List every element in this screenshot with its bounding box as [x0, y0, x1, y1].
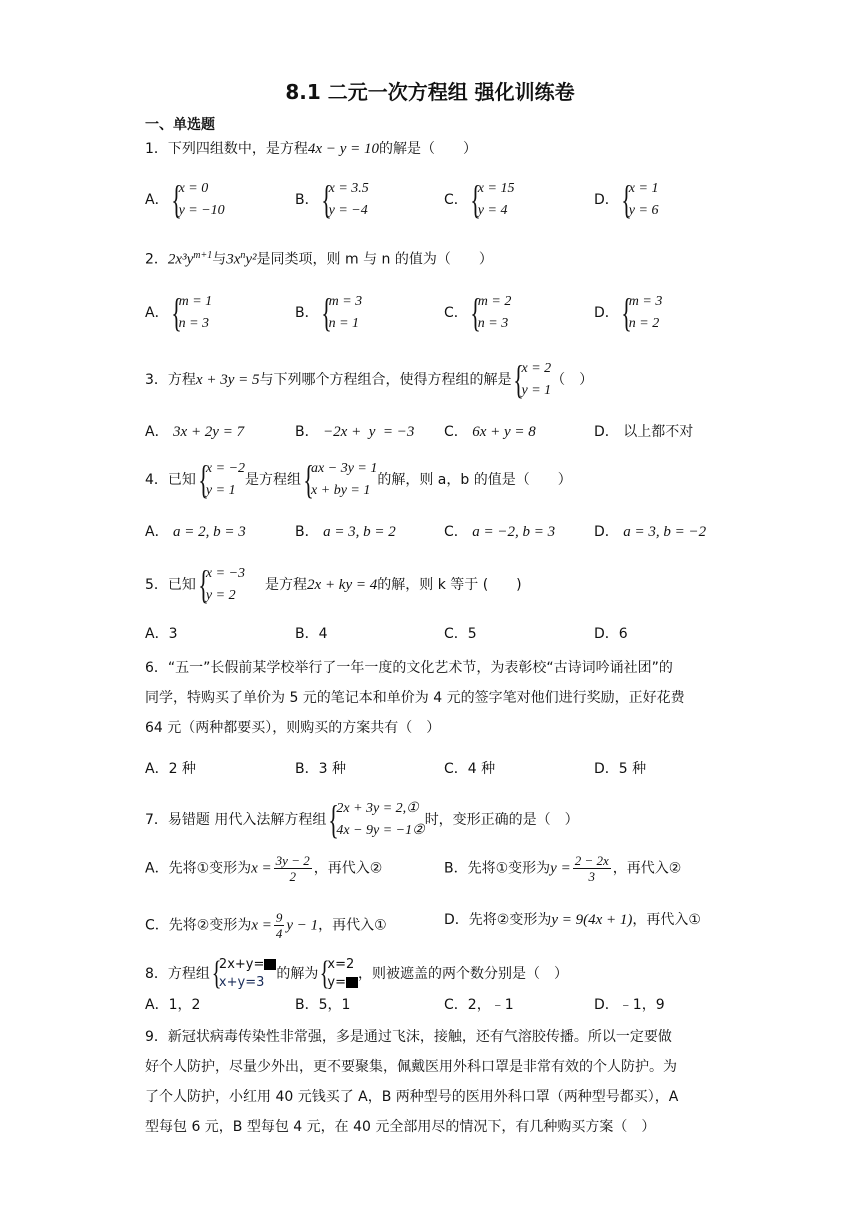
q7-option-a[interactable]: [145, 853, 382, 884]
q8-system-row: 2x+y=: [218, 957, 265, 972]
option-row: x = 0: [178, 181, 209, 196]
q7-option-d[interactable]: [444, 910, 701, 930]
q7-option-c[interactable]: [145, 910, 387, 941]
option-value: 2，﹣1: [467, 997, 514, 1013]
option-row: n = 3: [477, 316, 509, 331]
option-label: A．: [145, 761, 169, 777]
option-label: B．: [295, 424, 319, 440]
q3-solution-row: x = 2: [521, 361, 552, 376]
q1-option-d[interactable]: D． { x = 1 y = 6: [594, 177, 659, 222]
option-label: B．: [295, 761, 319, 777]
option-row: y = 6: [628, 203, 659, 218]
q5-equation: 2x + ky = 4: [307, 577, 378, 593]
option-text: A．先将①变形为: [145, 860, 252, 877]
q8-stem: 8．方程组: [145, 966, 210, 982]
q6-option-b[interactable]: [295, 759, 346, 779]
q1-tail: 的解是（ ）: [378, 141, 477, 157]
q4-option-a[interactable]: [145, 522, 246, 542]
question-3: 3．方程x + 3y = 5与下列哪个方程组合，使得方程组的解是 { x = 2 y = 1 （ ）: [145, 357, 594, 402]
q7-tail: 时，变形正确的是（ ）: [424, 812, 579, 828]
option-label: B．: [295, 997, 319, 1013]
option-label: C．: [444, 305, 468, 321]
q8-option-a[interactable]: [145, 995, 200, 1015]
q4-option-d[interactable]: [594, 522, 706, 542]
covered-block-icon: [264, 959, 276, 970]
option-label: A．: [145, 305, 169, 321]
covered-block-icon: [346, 977, 358, 988]
option-label: B．: [295, 305, 319, 321]
option-label: A．: [145, 626, 169, 642]
option-label: A．: [145, 524, 169, 540]
q1-equation: 4x − y = 10: [307, 141, 379, 157]
q6-line: 6．“五一”长假前某学校举行了一年一度的文化艺术节，为表彰校“古诗词吟诵社团”的: [145, 660, 673, 676]
question-5: 5．已知 { x = −3 y = 2 是方程2x + ky = 4的解，则 k 等于 ( ): [145, 562, 522, 607]
option-value: 6x + y = 8: [472, 424, 536, 440]
option-value: a = −2, b = 3: [472, 524, 556, 540]
q6-option-c[interactable]: [444, 759, 495, 779]
option-value: 5: [467, 626, 477, 642]
q1-option-a[interactable]: A． { x = 0 y = −10: [145, 177, 225, 222]
option-text: ，再代入①: [632, 912, 701, 928]
fraction-numerator: 3y − 2: [275, 853, 310, 868]
q9-line: 好个人防护，尽量少外出，更不要聚集，佩戴医用外科口罩是非常有效的个人防护。为: [145, 1059, 677, 1075]
fraction-numerator: 9: [275, 910, 283, 925]
option-expression: y − 1: [286, 917, 319, 934]
q2-term-a: 2x³y: [167, 251, 194, 268]
option-label: D．: [594, 761, 619, 777]
option-label: A．: [145, 997, 169, 1013]
option-label: C．: [444, 626, 468, 642]
option-label: D．: [594, 305, 619, 321]
q2-option-d[interactable]: D． { m = 3 n = 2: [594, 290, 663, 335]
q7-system-row: 4x − 9y = −1②: [336, 823, 425, 838]
option-value: 3x + 2y = 7: [173, 424, 245, 440]
q3-middle: 与下列哪个方程组合，使得方程组的解是: [259, 372, 512, 388]
option-text: ，再代入②: [612, 860, 682, 877]
q7-system-row: 2x + 3y = 2,①: [336, 801, 419, 816]
option-value: a = 3, b = 2: [323, 524, 396, 540]
question-9: [145, 1022, 720, 1142]
q4-solution-row: x = −2: [205, 461, 246, 476]
q3-option-b[interactable]: [295, 422, 414, 442]
q8-middle: 的解为: [276, 966, 319, 982]
option-variable: x =: [251, 917, 272, 934]
fraction-denominator: 3: [588, 869, 595, 884]
q9-line: 了个人防护，小红用 40 元钱买了 A，B 两种型号的医用外科口罩（两种型号都买），A: [145, 1089, 679, 1105]
question-6: [145, 653, 720, 743]
option-value: 1，2: [168, 997, 201, 1013]
q2-term-b-exponent: n: [240, 250, 246, 261]
q6-option-a[interactable]: [145, 759, 196, 779]
option-label: C．: [444, 424, 468, 440]
q5-middle: 是方程: [265, 577, 308, 593]
q5-tail: 的解，则 k 等于 ( ): [377, 577, 522, 593]
q8-option-c[interactable]: [444, 995, 514, 1015]
q8-option-b[interactable]: [295, 995, 350, 1015]
question-4: 4．已知 { x = −2 y = 1 是方程组 { ax − 3y = 1 x + by = 1 的解，则 a，b 的值是（ ）: [145, 457, 572, 502]
q2-option-b[interactable]: B． { m = 3 n = 1: [295, 290, 363, 335]
q6-line: 64 元（两种都要买），则购买的方案共有（ ）: [145, 720, 441, 736]
option-value: a = 3, b = −2: [623, 524, 707, 540]
question-2: [145, 246, 725, 270]
q3-option-d[interactable]: [594, 422, 693, 442]
fraction-denominator: 2: [289, 869, 296, 884]
q1-stem: 1．下列四组数中，是方程: [145, 141, 308, 157]
option-expression: y = 9(4x + 1): [551, 912, 633, 928]
q3-equation: x + 3y = 5: [195, 372, 260, 388]
option-row: y = −4: [328, 203, 368, 218]
q2-option-c[interactable]: C． { m = 2 n = 3: [444, 290, 512, 335]
q5-option-b[interactable]: [295, 624, 328, 644]
q4-stem: 4．已知: [145, 472, 196, 488]
option-label: C．: [444, 192, 468, 208]
q2-term-b: 3x: [226, 251, 241, 268]
option-label: B．: [295, 524, 319, 540]
option-label: A．: [145, 424, 169, 440]
option-label: B．: [295, 626, 319, 642]
option-value: 2 种: [168, 761, 196, 777]
fraction-denominator: 4: [275, 926, 283, 941]
option-label: D．: [594, 524, 619, 540]
q4-middle: 是方程组: [245, 472, 302, 488]
option-label: D．: [594, 626, 619, 642]
q3-tail: （ ）: [551, 372, 594, 388]
q6-line: 同学，特购买了单价为 5 元的笔记本和单价为 4 元的签字笔对他们进行奖励，正好花费: [145, 690, 685, 706]
option-label: D．: [594, 424, 619, 440]
option-value: 5，1: [318, 997, 351, 1013]
q9-line: 9．新冠状病毒传染性非常强，多是通过飞沫，接触，还有气溶胶传播。所以一定要做: [145, 1029, 672, 1045]
q4-system-row: ax − 3y = 1: [311, 461, 378, 476]
q7-stem: 7．易错题 用代入法解方程组: [145, 812, 327, 828]
option-text: D．先将②变形为: [444, 912, 552, 928]
option-value: 4: [318, 626, 328, 642]
option-label: D．: [594, 997, 619, 1013]
q3-solution-row: y = 1: [521, 383, 552, 398]
option-row: y = 4: [477, 203, 508, 218]
option-variable: x =: [251, 860, 272, 877]
option-row: y = −10: [178, 203, 225, 218]
option-row: x = 3.5: [328, 181, 369, 196]
option-row: n = 1: [328, 316, 360, 331]
option-row: n = 3: [178, 316, 210, 331]
q4-option-c[interactable]: [444, 522, 555, 542]
q2-connector: 与: [212, 251, 227, 268]
q2-tail: 是同类项，则 m 与 n 的值为（ ）: [256, 251, 493, 268]
q2-term-a-exponent: m+1: [193, 250, 213, 261]
option-value: 以上都不对: [623, 424, 694, 440]
option-value: 3 种: [318, 761, 346, 777]
q2-term-b-y: y²: [245, 251, 257, 268]
q4-option-b[interactable]: [295, 522, 396, 542]
option-row: m = 2: [477, 294, 512, 309]
q8-solution-row: y=: [327, 975, 346, 990]
option-value: a = 2, b = 3: [173, 524, 246, 540]
option-row: n = 2: [628, 316, 660, 331]
q7-option-b[interactable]: [444, 853, 681, 884]
option-variable: y =: [550, 860, 571, 877]
question-7: 7．易错题 用代入法解方程组 { 2x + 3y = 2,① 4x − 9y = −1② 时，变形正确的是（ ）: [145, 797, 579, 842]
q8-solution-image: { x=2 y=: [318, 956, 358, 992]
q8-solution-row: x=2: [327, 957, 355, 972]
page-title: 8.1 二元一次方程组 强化训练卷: [285, 80, 575, 104]
fraction-numerator: 2 − 2x: [574, 853, 609, 868]
option-text: ，再代入①: [318, 917, 387, 934]
option-value: 6: [618, 626, 628, 642]
q5-option-d[interactable]: [594, 624, 628, 644]
option-row: m = 3: [628, 294, 663, 309]
q4-tail: 的解，则 a，b 的值是（ ）: [377, 472, 572, 488]
option-row: x = 15: [477, 181, 515, 196]
q8-tail: ，则被遮盖的两个数分别是（ ）: [357, 966, 568, 982]
q5-option-a[interactable]: [145, 624, 178, 644]
q4-system-row: x + by = 1: [311, 483, 371, 498]
q2-number: 2．: [145, 251, 168, 268]
option-value: 3: [168, 626, 178, 642]
q8-option-d[interactable]: [594, 995, 665, 1015]
question-8: [145, 956, 568, 992]
q5-option-c[interactable]: [444, 624, 477, 644]
q6-option-d[interactable]: [594, 759, 646, 779]
q3-option-c[interactable]: [444, 422, 536, 442]
option-label: B．: [295, 192, 319, 208]
option-value: 5 种: [618, 761, 647, 777]
q8-system-image: { 2x+y= x+y=3: [210, 956, 276, 992]
question-1: [145, 139, 725, 159]
q5-stem: 5．已知: [145, 577, 196, 593]
option-label: C．: [444, 997, 468, 1013]
option-text: C．先将②变形为: [145, 917, 252, 934]
option-row: x = 1: [628, 181, 659, 196]
q1-option-b[interactable]: B． { x = 3.5 y = −4: [295, 177, 369, 222]
q9-line: 型每包 6 元，B 型每包 4 元，在 40 元全部用尽的情况下，有几种购买方案（ ）: [145, 1119, 656, 1135]
option-row: m = 3: [328, 294, 363, 309]
option-label: D．: [594, 192, 619, 208]
q1-option-c[interactable]: C． { x = 15 y = 4: [444, 177, 515, 222]
q3-option-a[interactable]: [145, 422, 244, 442]
q3-stem: 3．方程: [145, 372, 196, 388]
option-value: 4 种: [467, 761, 496, 777]
q5-solution-row: y = 2: [205, 588, 236, 603]
q2-option-a[interactable]: A． { m = 1 n = 3: [145, 290, 213, 335]
q8-system-row: x+y=3: [218, 975, 265, 990]
option-value: ﹣1，9: [618, 997, 665, 1013]
option-text: ，再代入②: [313, 860, 383, 877]
option-label: A．: [145, 192, 169, 208]
option-label: C．: [444, 761, 468, 777]
q5-solution-row: x = −3: [205, 566, 246, 581]
option-value: −2x + y = −3: [323, 424, 415, 440]
option-text: B．先将①变形为: [444, 860, 551, 877]
section-heading: 一、单选题: [145, 117, 215, 133]
option-label: C．: [444, 524, 468, 540]
option-row: m = 1: [178, 294, 213, 309]
q4-solution-row: y = 1: [205, 483, 236, 498]
